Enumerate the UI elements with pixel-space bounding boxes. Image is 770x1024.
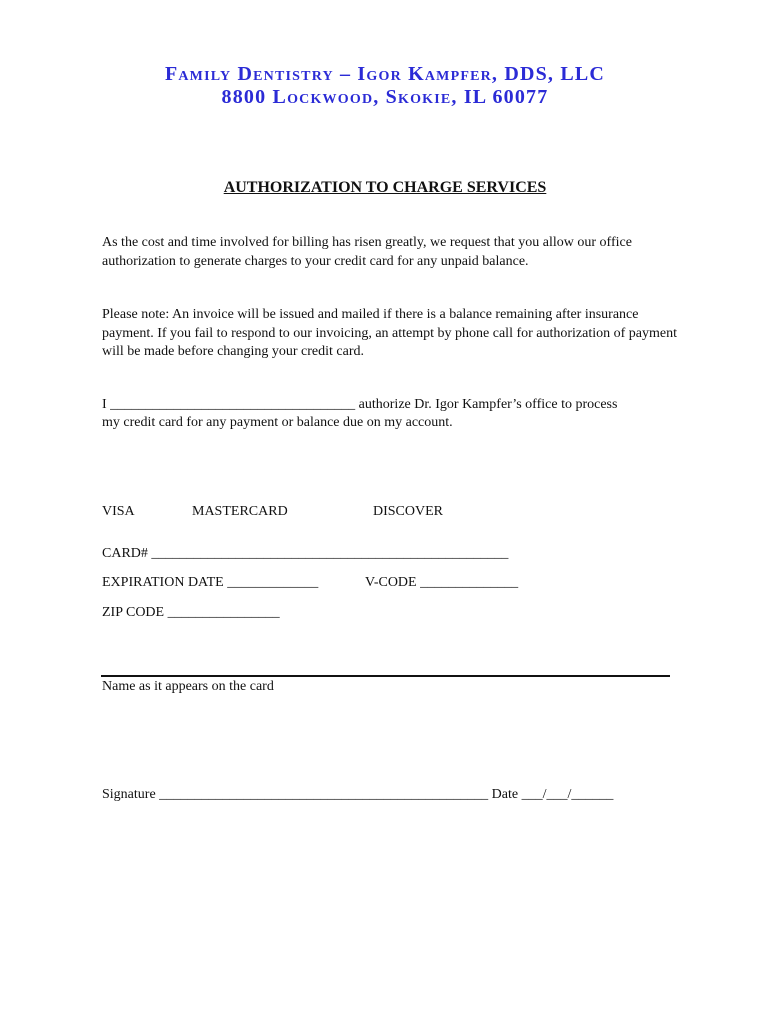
practice-address: 8800 Lockwood, Skokie, IL 60077	[221, 86, 549, 108]
card-number-field[interactable]: CARD# ___________________________________________________	[102, 546, 509, 561]
intro-paragraph: As the cost and time involved for billing has risen greatly, we request that you allow our office authorization to generate charges to your credit card for any unpaid balance.	[102, 235, 632, 269]
vcode-field[interactable]: V-CODE ______________	[365, 575, 519, 590]
card-type-discover[interactable]: DISCOVER	[373, 504, 444, 519]
card-type-visa[interactable]: VISA	[102, 504, 135, 519]
zip-code-field[interactable]: ZIP CODE ________________	[102, 605, 280, 620]
authorize-line-1: I ___________________________________ authorize Dr. Igor Kampfer’s office to process	[102, 397, 618, 412]
form-title: AUTHORIZATION TO CHARGE SERVICES	[223, 179, 547, 196]
authorize-line-2: my credit card for any payment or balance due on my account.	[102, 415, 453, 430]
practice-name: Family Dentistry – Igor Kampfer, DDS, LLC	[164, 63, 606, 85]
name-on-card-label: Name as it appears on the card	[102, 679, 274, 694]
signature-date-field[interactable]: Signature _______________________________________________ Date ___/___/______	[102, 787, 614, 802]
note-paragraph: Please note: An invoice will be issued and mailed if there is a balance remaining after insurance payment. If you fail to respond to our invoicing, an attempt by phone call for authorization of payment will be made before changing your credit card.	[102, 307, 678, 359]
expiration-date-field[interactable]: EXPIRATION DATE _____________	[102, 575, 319, 590]
name-signature-line[interactable]	[101, 675, 670, 677]
card-type-mastercard[interactable]: MASTERCARD	[192, 504, 288, 519]
